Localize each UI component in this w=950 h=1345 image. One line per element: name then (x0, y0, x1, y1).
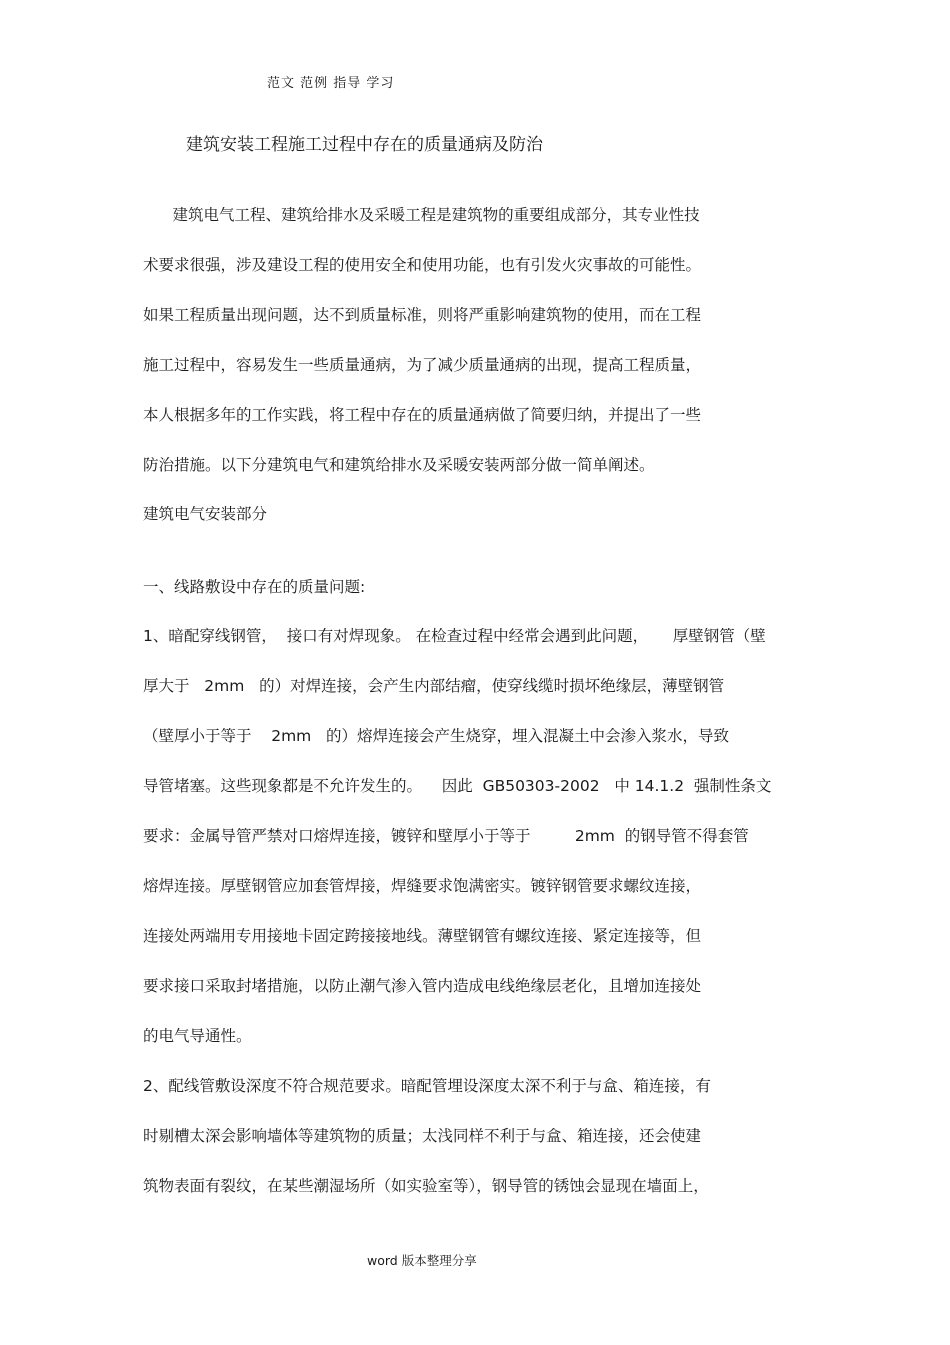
body-line: 一、线路敷设中存在的质量问题: (143, 578, 366, 596)
body-line: 2、配线管敷设深度不符合规范要求。暗配管埋设深度太深不利于与盒、箱连接，有 (143, 1077, 711, 1095)
body-line: 厚大于 2mm 的）对焊连接，会产生内部结瘤，使穿线缆时损坏绝缘层，薄壁钢管 (143, 677, 725, 695)
body-line: 建筑电气工程、建筑给排水及采暖工程是建筑物的重要组成部分，其专业性技 (143, 206, 700, 224)
body-line: 时剔槽太深会影响墙体等建筑物的质量；太浅同样不利于与盒、箱连接，还会使建 (143, 1127, 702, 1145)
page-header: 范文 范例 指导 学习 (267, 76, 395, 91)
body-line: 要求接口采取封堵措施，以防止潮气渗入管内造成电线绝缘层老化，且增加连接处 (143, 977, 702, 995)
body-line: 熔焊连接。厚壁钢管应加套管焊接，焊缝要求饱满密实。镀锌钢管要求螺纹连接， (143, 877, 702, 895)
body-line: 筑物表面有裂纹，在某些潮湿场所（如实验室等），钢导管的锈蚀会显现在墙面上， (143, 1177, 709, 1195)
body-line: 导管堵塞。这些现象都是不允许发生的。 因此 GB50303-2002 中 14.1.2 强制性条文 (143, 777, 772, 795)
body-line: 的电气导通性。 (143, 1027, 252, 1045)
page-footer: word 版本整理分享 (367, 1253, 477, 1268)
body-line: 建筑电气安装部分 (143, 505, 268, 523)
body-line: 连接处两端用专用接地卡固定跨接接地线。薄壁钢管有螺纹连接、紧定连接等，但 (143, 927, 702, 945)
body-line: （壁厚小于等于 2mm 的）熔焊连接会产生烧穿，埋入混凝土中会渗入浆水，导致 (143, 727, 730, 745)
body-line: 术要求很强，涉及建设工程的使用安全和使用功能，也有引发火灾事故的可能性。 (143, 256, 702, 274)
body-line: 本人根据多年的工作实践，将工程中存在的质量通病做了简要归纳，并提出了一些 (143, 406, 702, 424)
body-line: 防治措施。以下分建筑电气和建筑给排水及采暖安装两部分做一简单阐述。 (143, 456, 655, 474)
body-line: 要求：金属导管严禁对口熔焊连接，镀锌和壁厚小于等于 2mm 的钢导管不得套管 (143, 827, 749, 845)
document-title: 建筑安装工程施工过程中存在的质量通病及防治 (186, 135, 543, 155)
body-line: 1、暗配穿线钢管， 接口有对焊现象。 在检查过程中经常会遇到此问题， 厚壁钢管（壁 (143, 627, 766, 645)
body-line: 如果工程质量出现问题，达不到质量标准，则将严重影响建筑物的使用，而在工程 (143, 306, 702, 324)
body-line: 施工过程中，容易发生一些质量通病，为了减少质量通病的出现，提高工程质量， (143, 356, 702, 374)
